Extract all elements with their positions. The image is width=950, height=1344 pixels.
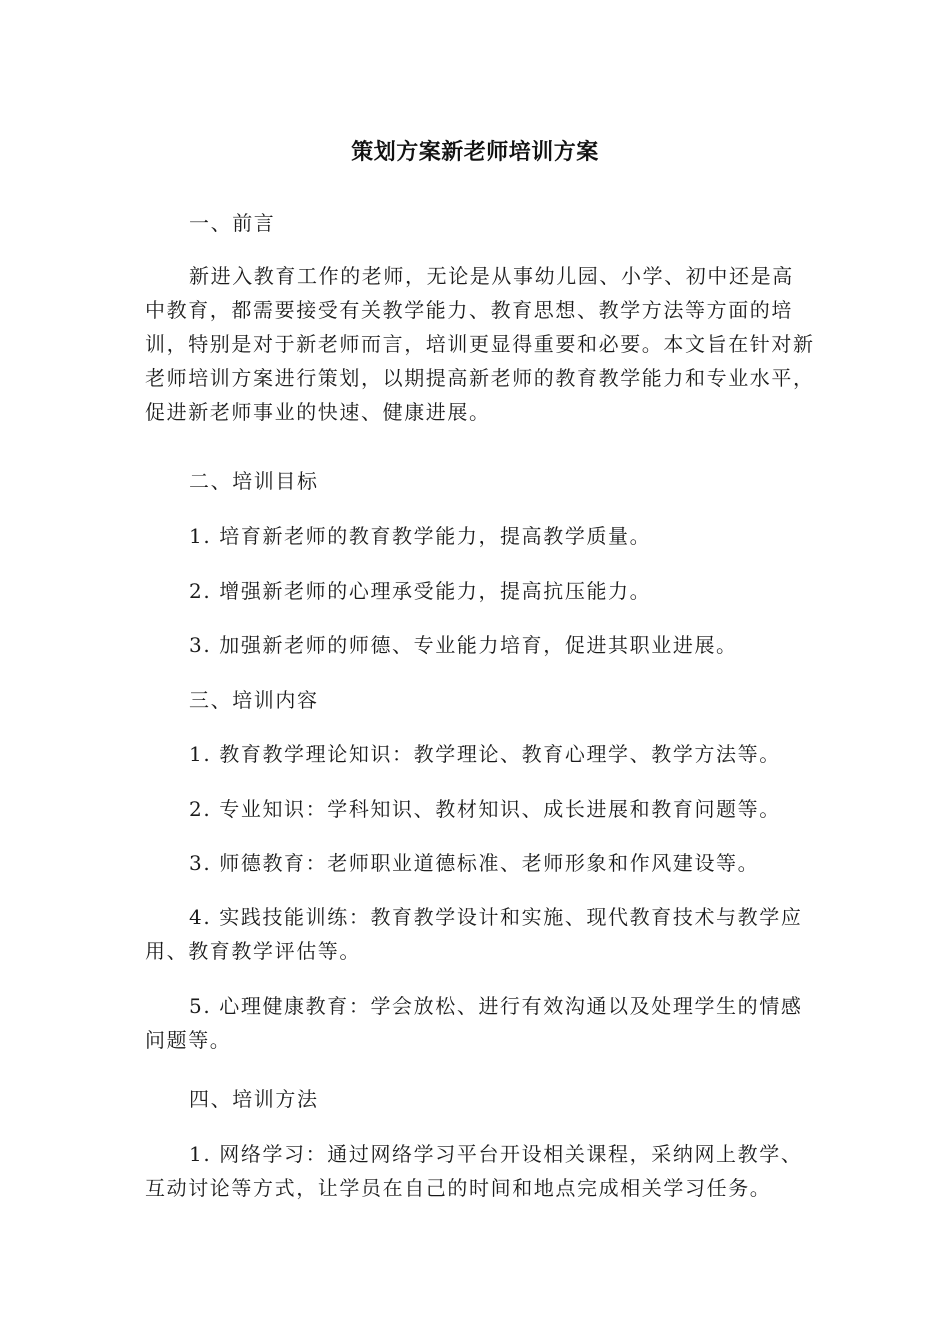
goal-item-3: 3. 加强新老师的师德、专业能力培育，促进其职业进展。 — [189, 633, 738, 657]
goal-item-2: 2. 增强新老师的心理承受能力，提高抗压能力。 — [189, 579, 652, 603]
content-item-2: 2. 专业知识：学科知识、教材知识、成长进展和教育问题等。 — [189, 797, 781, 821]
content-item-4: 4. 实践技能训练：教育教学设计和实施、现代教育技术与教学应用、教育教学评估等。 — [145, 905, 803, 963]
preface-paragraph: 新进入教育工作的老师，无论是从事幼儿园、小学、初中还是高中教育，都需要接受有关教学能力、教育思想、教学方法等方面的培训，特别是对于新老师而言，培训更显得重要和必要。本文旨在针对新老师培训方案进行策划，以期提高新老师的教育教学能力和专业水平，促进新老师事业的快速、健康进展。 — [145, 264, 815, 424]
content-item-1: 1. 教育教学理论知识：教学理论、教育心理学、教学方法等。 — [189, 742, 781, 766]
method-item-1: 1. 网络学习：通过网络学习平台开设相关课程，采纳网上教学、互动讨论等方式，让学员在自己的时间和地点完成相关学习任务。 — [145, 1142, 803, 1200]
document-title: 策划方案新老师培训方案 — [351, 140, 599, 165]
section-heading-content: 三、培训内容 — [189, 688, 319, 712]
goal-item-1: 1. 培育新老师的教育教学能力，提高教学质量。 — [189, 524, 652, 548]
content-item-3: 3. 师德教育：老师职业道德标准、老师形象和作风建设等。 — [189, 851, 760, 875]
content-item-5: 5. 心理健康教育：学会放松、进行有效沟通以及处理学生的情感问题等。 — [145, 994, 803, 1052]
section-heading-methods: 四、培训方法 — [189, 1087, 319, 1111]
section-heading-preface: 一、前言 — [189, 211, 276, 235]
section-heading-goals: 二、培训目标 — [189, 469, 319, 493]
